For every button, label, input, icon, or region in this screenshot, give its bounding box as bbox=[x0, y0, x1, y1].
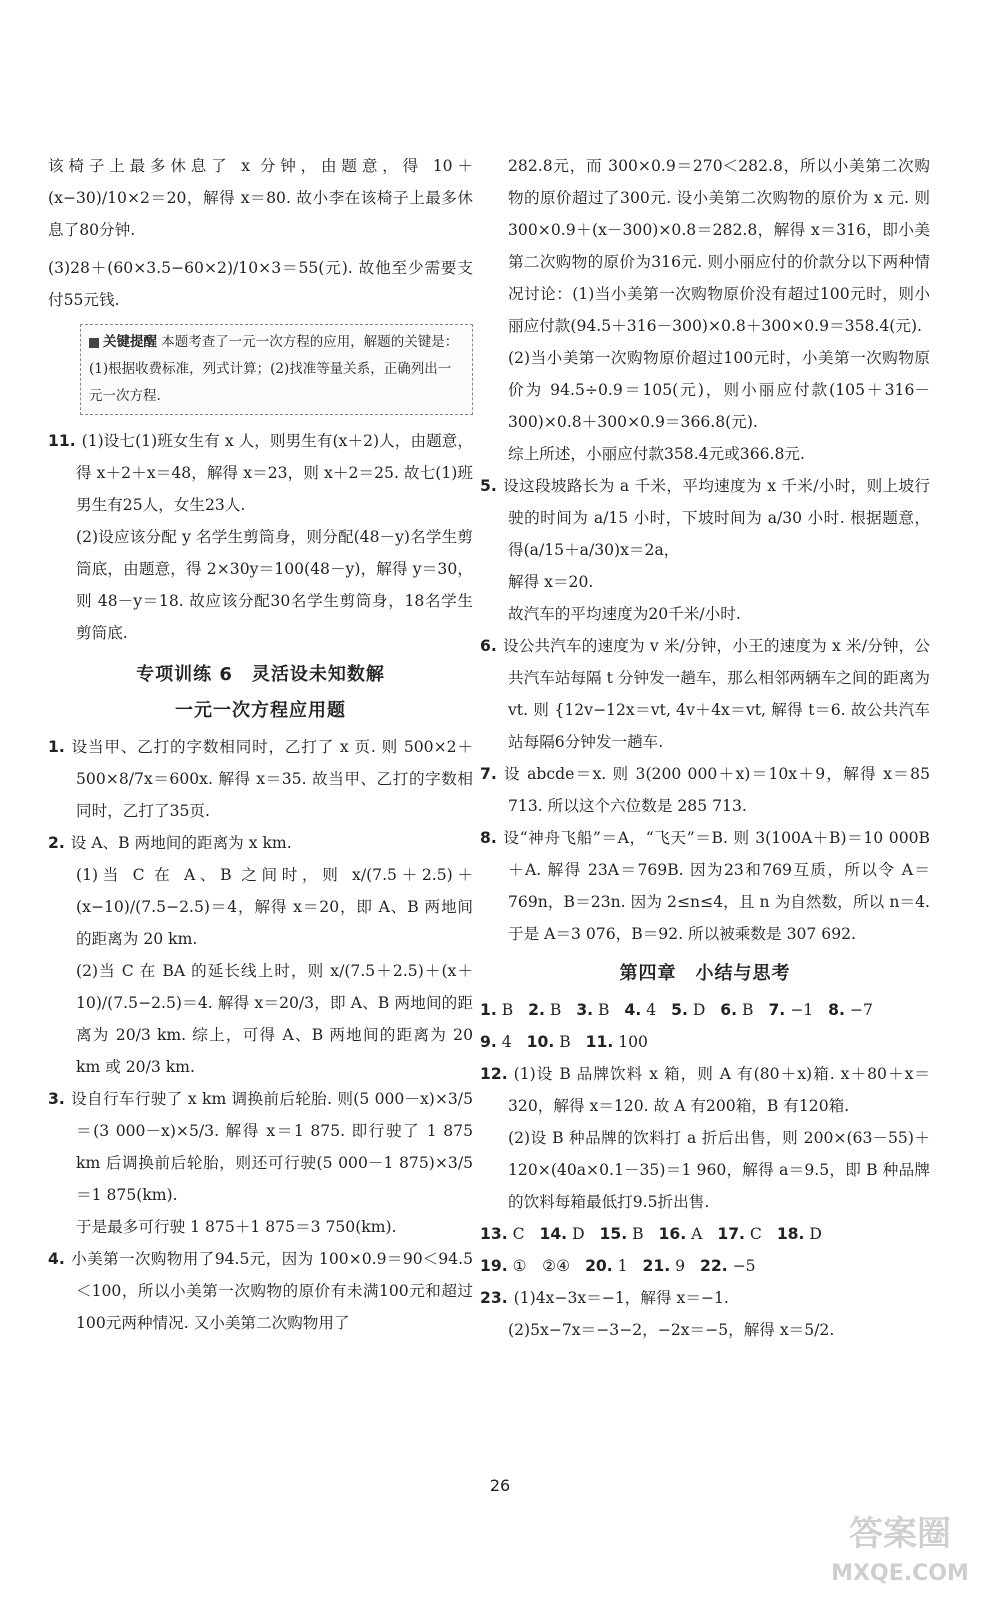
page-number: 26 bbox=[489, 1476, 511, 1495]
question-8: 8. 设“神舟飞船”＝A，“飞天”＝B. 则 3(100A＋B)＝10 000B＋A. 解得 23A＝769B. 因为23和769互质，所以令 A＝769n，B＝23n. 因为 2≤n≤4，且 n 为自然数，所以 n＝4. 于是 A＝3 076，B＝92. 所以被乘数是 307 692. bbox=[480, 829, 930, 943]
answer-row bbox=[480, 994, 930, 1026]
answer-number: 19. bbox=[480, 1257, 508, 1275]
answer-number: 10. bbox=[526, 1033, 555, 1051]
answer-number: 21. bbox=[642, 1257, 671, 1275]
paragraph: 故汽车的平均速度为20千米/小时. bbox=[508, 605, 741, 623]
tip-label: 关键提醒 bbox=[103, 334, 157, 350]
answer-number: 13. bbox=[480, 1225, 508, 1243]
paragraph: 于是最多可行驶 1 875＋1 875＝3 750(km). bbox=[76, 1218, 397, 1236]
question-23: 23. (1)4x−3x＝−1，解得 x＝−1. bbox=[480, 1289, 729, 1307]
chapter-title: 第四章 小结与思考 bbox=[619, 963, 791, 984]
answer-value: B bbox=[627, 1225, 649, 1243]
answer-number: 14. bbox=[539, 1225, 568, 1243]
paragraph: (2)设 B 种品牌的饮料打 a 折后出售，则 200×(63－55)＋120×(40a×0.1－35)＝1 960，解得 a＝9.5，即 B 种品牌的饮料每箱最低打9.5折出售. bbox=[508, 1129, 930, 1211]
answer-value: ① ②④ bbox=[507, 1257, 576, 1275]
answer-value: D bbox=[804, 1225, 822, 1243]
answer-value: 4 bbox=[641, 1001, 662, 1019]
paragraph: (2)设应该分配 y 名学生剪筒身，则分配(48－y)名学生剪筒底，由题意，得 2×30y＝100(48－y)，解得 y＝30，则 48－y＝18. 故应该分配30名学生剪筒身，18名学生剪筒底. bbox=[76, 528, 473, 642]
answer-value: C bbox=[507, 1225, 530, 1243]
answer-number: 18. bbox=[776, 1225, 805, 1243]
question-1: 1. 设当甲、乙打的字数相同时，乙打了 x 页. 则 500×2＋500×8/7x＝600x. 解得 x＝35. 故当甲、乙打的字数相同时，乙打了35页. bbox=[48, 738, 473, 820]
question-11: 11. (1)设七(1)班女生有 x 人，则男生有(x＋2)人，由题意，得 x＋2＋x＝48，解得 x＝23，则 x＋2＝25. 故七(1)班男生有25人，女生23人. bbox=[48, 432, 473, 514]
key-tip-box bbox=[80, 324, 473, 415]
question-12: 12. (1)设 B 品牌饮料 x 箱，则 A 有(80＋x)箱. x＋80＋x＝320，解得 x＝120. 故 A 有200箱，B 有120箱. bbox=[480, 1065, 930, 1115]
answer-number: 9. bbox=[480, 1033, 497, 1051]
answer-row bbox=[480, 1218, 930, 1250]
section-title: 专项训练 6 灵活设未知数解 bbox=[136, 664, 385, 685]
answer-value: A bbox=[686, 1225, 708, 1243]
answer-value: C bbox=[744, 1225, 767, 1243]
paragraph: 282.8元，而 300×0.9＝270＜282.8，所以小美第二次购物的原价超过了300元. 设小美第二次购物的原价为 x 元. 则 300×0.9＋(x－300)×0.8＝282.8，解得 x＝316，即小美第二次购物的原价为316元. 则小丽应付的价款分以下两种情况讨论：(1)当小美第一次购物原价没有超过100元时，则小丽应付款(94.5＋316－300)×0.8＋300×0.9＝358.4(元). bbox=[508, 157, 930, 335]
paragraph: (2)当小美第一次购物原价超过100元时，小美第一次购物原价为 94.5÷0.9＝105(元)，则小丽应付款(105＋316－300)×0.8＋300×0.9＝366.8(元). bbox=[508, 349, 930, 431]
answer-number: 11. bbox=[585, 1033, 614, 1051]
answer-value: B bbox=[737, 1001, 759, 1019]
question-3: 3. 设自行车行驶了 x km 调换前后轮胎. 则(5 000－x)×3/5＝(3 000－x)×5/3. 解得 x＝1 875. 即行驶了 1 875 km 后调换前后轮胎，则还可行驶(5 000－1 875)×3/5＝1 875(km). bbox=[48, 1090, 473, 1204]
question-6: 6. 设公共汽车的速度为 v 米/分钟，小王的速度为 x 米/分钟，公共汽车站每隔 t 分钟发一趟车，那么相邻两辆车之间的距离为 vt. 则 {12v−12x＝vt, 4v＋4x＝vt, 解得 t＝6. 故公共汽车站每隔6分钟发一趟车. bbox=[480, 637, 930, 751]
answer-value: D bbox=[687, 1001, 711, 1019]
paragraph: (2)当 C 在 BA 的延长线上时，则 x/(7.5＋2.5)＋(x＋10)/(7.5−2.5)＝4. 解得 x＝20/3，即 A、B 两地间的距离为 20/3 km. 综上，可得 A、B 两地间的距离为 20 km 或 20/3 km. bbox=[76, 962, 473, 1076]
answer-value: 1 bbox=[612, 1257, 633, 1275]
paragraph: 综上所述，小丽应付款358.4元或366.8元. bbox=[508, 445, 805, 463]
watermark-text: 答案圈 bbox=[849, 1514, 951, 1554]
answer-number: 1. bbox=[480, 1001, 497, 1019]
watermark-url: MXQE.COM bbox=[831, 1561, 969, 1586]
section-subtitle: 一元一次方程应用题 bbox=[175, 700, 346, 721]
answer-value: D bbox=[567, 1225, 590, 1243]
answer-number: 15. bbox=[599, 1225, 628, 1243]
answer-number: 3. bbox=[576, 1001, 594, 1019]
answer-row bbox=[480, 1026, 930, 1058]
left-column bbox=[48, 150, 473, 1339]
answer-number: 22. bbox=[700, 1257, 728, 1275]
answer-number: 17. bbox=[717, 1225, 745, 1243]
watermark-logo bbox=[820, 1500, 980, 1590]
paragraph: (1)当 C 在 A、B 之间时，则 x/(7.5＋2.5)＋(x−10)/(7.5−2.5)＝4，解得 x＝20，即 A、B 两地间的距离为 20 km. bbox=[76, 866, 473, 948]
answer-value: B bbox=[544, 1001, 567, 1019]
question-number: 11. bbox=[48, 432, 76, 450]
answer-number: 16. bbox=[658, 1225, 687, 1243]
question-7: 7. 设 abcde＝x. 则 3(200 000＋x)＝10x＋9，解得 x＝85 713. 所以这个六位数是 285 713. bbox=[480, 765, 930, 815]
answer-value: −7 bbox=[844, 1001, 873, 1019]
answer-value: −5 bbox=[727, 1257, 756, 1275]
question-5: 5. 设这段坡路长为 a 千米，平均速度为 x 千米/小时，则上坡行驶的时间为 a/15 小时，下坡时间为 a/30 小时. 根据题意，得(a/15＋a/30)x＝2a， bbox=[480, 477, 930, 559]
question-2: 2. 设 A、B 两地间的距离为 x km. bbox=[48, 834, 292, 852]
paragraph: 该椅子上最多休息了 x 分钟，由题意，得 10＋(x−30)/10×2＝20，解得 x＝80. 故小李在该椅子上最多休息了80分钟. bbox=[48, 157, 473, 239]
answer-number: 6. bbox=[720, 1001, 738, 1019]
answer-value: 4 bbox=[496, 1033, 517, 1051]
paragraph: (2)5x−7x＝−3−2，−2x＝−5，解得 x＝5/2. bbox=[508, 1321, 835, 1339]
answer-value: B bbox=[554, 1033, 576, 1051]
right-column bbox=[480, 150, 930, 1346]
answer-row bbox=[480, 1250, 930, 1282]
answer-number: 8. bbox=[828, 1001, 845, 1019]
paragraph: 解得 x＝20. bbox=[508, 573, 594, 591]
answer-value: B bbox=[496, 1001, 519, 1019]
answer-number: 4. bbox=[624, 1001, 642, 1019]
answer-value: 9 bbox=[670, 1257, 691, 1275]
answer-number: 2. bbox=[528, 1001, 545, 1019]
answer-number: 7. bbox=[768, 1001, 786, 1019]
answer-number: 20. bbox=[585, 1257, 613, 1275]
tip-text: 本题考查了一元一次方程的应用，解题的关键是：(1)根据收费标准，列式计算；(2)找准等量关系，正确列出一元一次方程. bbox=[89, 334, 459, 404]
answer-number: 5. bbox=[671, 1001, 688, 1019]
answer-value: B bbox=[593, 1001, 615, 1019]
question-4: 4. 小美第一次购物用了94.5元，因为 100×0.9＝90＜94.5＜100，所以小美第一次购物的原价有未满100元和超过100元两种情况. 又小美第二次购物用了 bbox=[48, 1250, 473, 1332]
answer-value: −1 bbox=[785, 1001, 819, 1019]
tip-square-icon bbox=[89, 338, 99, 348]
paragraph: (3)28＋(60×3.5−60×2)/10×3＝55(元). 故他至少需要支付55元钱. bbox=[48, 259, 473, 309]
answer-value: 100 bbox=[613, 1033, 648, 1051]
